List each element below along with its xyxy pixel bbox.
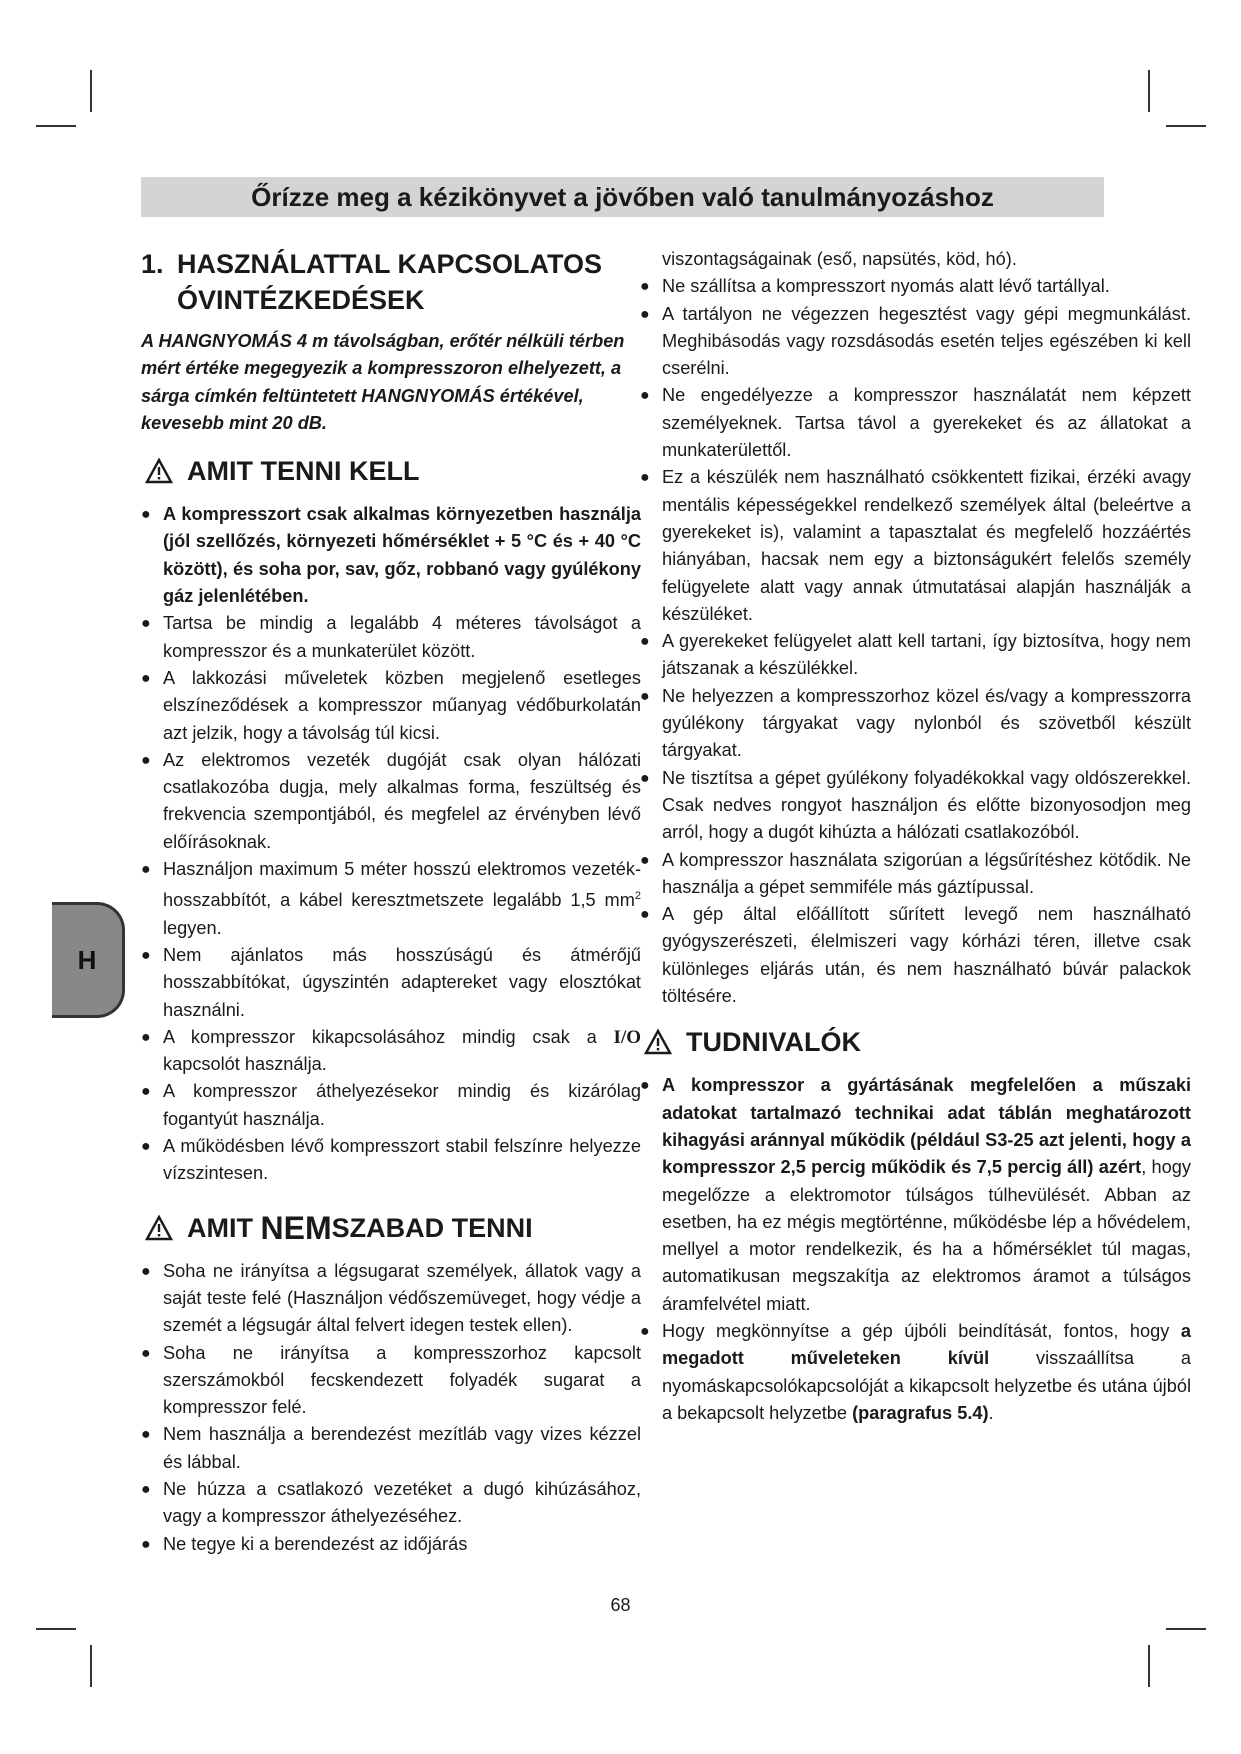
warning-icon [644, 1028, 672, 1056]
crop-mark [1148, 70, 1150, 112]
right-column [640, 246, 1191, 1427]
list-item: ● Ne szállítsa a kompresszort nyomás alatt lévő tartállyal. [640, 276, 1110, 297]
list-item: ● Az elektromos vezeték dugóját csak olyan hálózati csatlakozóba dugja, mely alkalmas forma, feszültség és frekvencia szempontjából, és megfelel az érvényben lévő előírásoknak. [141, 749, 641, 852]
list-item: ● Nem használja a berendezést mezítláb vagy vizes kézzel és lábbal. [141, 1424, 641, 1472]
list-item: ● Soha ne irányítsa a légsugarat személyek, állatok vagy a saját teste felé (Használjon védőszemüveget, hogy védje a szemét a légsugár által felvert idegen testek ellen). [141, 1260, 641, 1336]
section-title-line1: HASZNÁLATTAL KAPCSOLATOS [177, 249, 602, 279]
noise-note: A HANGNYOMÁS 4 m távolságban, erőtér nélküli térben mért értéke megegyezik a kompresszoron elhelyezett, a sárga címkén feltüntetett HANGNYOMÁS értékével, kevesebb mint 20 dB. [141, 331, 625, 433]
list-item: ● Ne tegye ki a berendezést az időjárás [141, 1533, 468, 1554]
crop-mark [1166, 1628, 1206, 1630]
list-item: ● Használjon maximum 5 méter hosszú elektromos vezeték-hosszabbítót, a kábel keresztmetszete legalább 1,5 $mm^2$ legyen. [141, 859, 641, 938]
list-item: ● Ne engedélyezze a kompresszor használatát nem képzett személyeknek. Tartsa távol a gyerekeket és az állatokat a munkaterülettől. [640, 385, 1191, 461]
info-heading: TUDNIVALÓK [640, 1024, 1191, 1060]
list-item: ● A kompresszor a gyártásának megfelelően a műszaki adatokat tartalmazó technikai adat táblán meghatározott kihagyási aránnyal működik (például S3-25 azt jelenti, hogy a kompresszor 2,5 percig működik és 7,5 percig áll) azért, hogy megelőzze a elektromotor túlságos túlhevülését. Abban az esetben, ha ez mégis megtörténne, működésbe lép a hővédelem, mellyel a motor rendelkezik, és ha a hőmérséklet túl magas, automatikusan megszakítja az elektromos áramot a túlságos áramfelvétel miatt. [640, 1075, 1191, 1314]
crop-mark [1166, 125, 1206, 127]
section-number: 1. [141, 249, 164, 279]
list-item: ● Soha ne irányítsa a kompresszorhoz kapcsolt szerszámokból fecskendezett folyadék sugarat a kompresszor felé. [141, 1342, 641, 1418]
list-item: ● A gyerekeket felügyelet alatt kell tartani, így biztosítva, hogy nem játszanak a készülékkel. [640, 631, 1191, 679]
page-number: 68 [610, 1595, 631, 1615]
list-item: ● Ne tisztítsa a gépet gyúlékony folyadékokkal vagy oldószerekkel. Csak nedves rongyot használjon és előtte bizonyosodjon meg arról, hogy a dugót kihúzta a hálózati csatlakozóból. [640, 767, 1191, 843]
list-item: ● Nem ajánlatos más hosszúságú és átmérőjű hosszabbítókat, úgyszintén adaptereket vagy elosztókat használni. [141, 945, 641, 1020]
dont-list-continued [640, 273, 1191, 1010]
list-item: ● A gép által előállított sűrített levegő nem használható gyógyszerészeti, élelmiszeri vagy kórházi téren, illetve csak különleges eljárás után, és nem használható búvár palackok töltésére. [640, 904, 1191, 1007]
list-item: ● A kompresszort csak alkalmas környezetben használja (jól szellőzés, környezeti hőmérséklet + 5 °C és + 40 °C között), és soha por, sav, gőz, robbanó vagy gyúlékony gáz jelenlétében. [141, 504, 641, 607]
crop-mark [36, 125, 76, 127]
warning-icon [145, 457, 173, 485]
do-heading-text: AMIT TENNI KELL [187, 456, 420, 487]
dont-heading: AMIT NEM SZABAD TENNI [141, 1210, 641, 1246]
dont-list [141, 1258, 641, 1558]
do-list [141, 501, 641, 1187]
language-tab: H [52, 902, 125, 1018]
crop-mark [36, 1628, 76, 1630]
list-item: ● A kompresszor kikapcsolásához mindig csak a I/O kapcsolót használja. [141, 1026, 641, 1075]
list-item: ● A kompresszor áthelyezésekor mindig és kizárólag fogantyút használja. [141, 1081, 641, 1129]
list-item: ● Ne húzza a csatlakozó vezetéket a dugó kihúzásához, vagy a kompresszor áthelyezéséhez. [141, 1479, 641, 1527]
list-item: ● Ne helyezzen a kompresszorhoz közel és/vagy a kompresszorra gyúlékony tárgyakat vagy nylonból és szövetből készült tárgyakat. [640, 685, 1191, 761]
io-switch-symbol: I/O [613, 1026, 641, 1048]
do-heading [141, 453, 641, 489]
info-list [640, 1072, 1191, 1427]
warning-icon [145, 1214, 173, 1242]
crop-mark [1148, 1645, 1150, 1687]
continuation-text: viszontagságainak (eső, napsütés, köd, hó). [662, 249, 1017, 269]
section-heading [141, 246, 641, 318]
banner-title: Őrízze meg a kézikönyvet a jövőben való tanulmányozáshoz [141, 177, 1104, 217]
list-item: ● Ez a készülék nem használható csökkentett fizikai, érzéki avagy mentális képességekkel rendelkező személyek által (beleértve a gyerekeket is), valamint a tapasztalat és megfelelő hozzáértés hiányában, hacsak nem egy a biztonságukért felelős személy felügyelete alatt vagy annak útmutatásai alapján használják a készüléket. [640, 467, 1191, 624]
list-item: ● A működésben lévő kompresszort stabil felszínre helyezze vízszintesen. [141, 1136, 641, 1184]
list-item: ● A kompresszor használata szigorúan a légsűrítéshez kötődik. Ne használja a gépet semmiféle más gáztípussal. [640, 849, 1191, 897]
left-column [141, 246, 641, 1558]
list-item: ● A tartályon ne végezzen hegesztést vagy gépi megmunkálást. Meghibásodás vagy rozsdásodás esetén teljes egészében ki kell cserélni. [640, 303, 1191, 379]
crop-mark [90, 1645, 92, 1687]
list-item: ● A lakkozási műveletek közben megjelenő esetleges elszíneződések a kompresszor műanyag védőburkolatán azt jelzik, hogy a távolság túl kicsi. [141, 667, 641, 743]
list-item: ● Hogy megkönnyítse a gép újbóli beindítását, fontos, hogy a megadott műveleteken kívül visszaállítsa a nyomáskapcsolókapcsolóját a kikapcsolt helyzetbe és utána újból a bekapcsolt helyzetbe (paragrafus 5.4). [640, 1320, 1192, 1423]
crop-mark [90, 70, 92, 112]
list-item: ● Tartsa be mindig a legalább 4 méteres távolságot a kompresszor és a munkaterület között. [141, 613, 641, 661]
section-title-line2: ÓVINTÉZKEDÉSEK [177, 285, 425, 315]
